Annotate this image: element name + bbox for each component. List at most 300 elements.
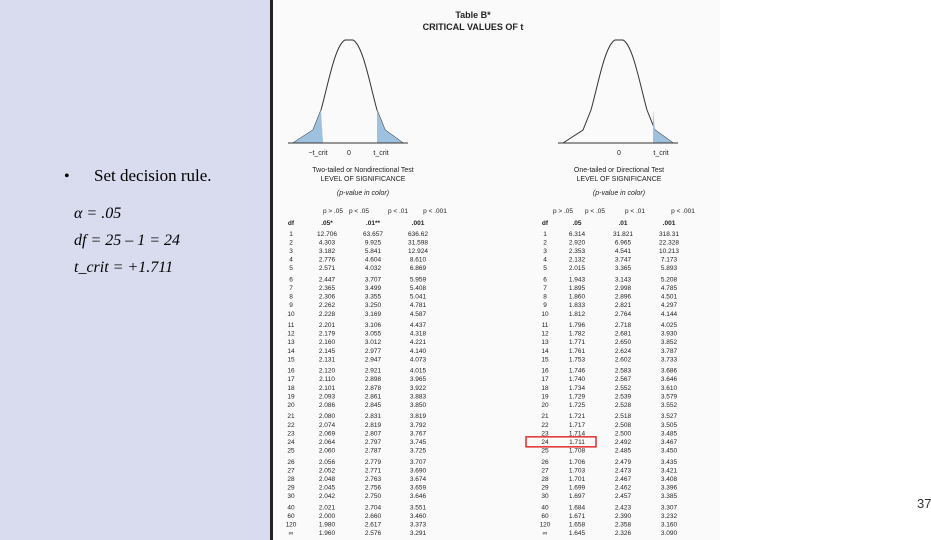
right-p-header: p < .001	[671, 208, 695, 215]
left-t-cell: 5.959	[409, 276, 427, 284]
alpha-headers	[288, 220, 676, 227]
right-t-cell: 1.684	[568, 504, 586, 512]
right-t-cell: 1.812	[568, 310, 586, 318]
left-t-cell: 2.110	[319, 376, 335, 384]
left-df-cell: 120	[285, 521, 297, 529]
left-df-cell: 27	[287, 467, 295, 475]
right-df-cell: 40	[541, 504, 549, 512]
right-t-cell: 1.671	[568, 512, 586, 520]
right-t-cell: 4.025	[660, 322, 678, 330]
left-df-cell: 3	[289, 248, 293, 256]
left-alpha-header: .01**	[365, 220, 381, 227]
left-t-cell: 2.977	[364, 347, 382, 355]
right-t-cell: 3.307	[660, 504, 678, 512]
left-t-cell: 5.408	[409, 285, 427, 293]
left-t-cell: 3.850	[409, 401, 427, 409]
left-df-cell: 22	[287, 421, 295, 429]
left-t-cell: 2.921	[364, 367, 382, 375]
left-t-cell: 2.160	[318, 339, 336, 347]
right-t-cell: 4.541	[614, 248, 632, 256]
right-t-cell: 2.500	[614, 430, 632, 438]
left-t-cell: 4.587	[409, 310, 427, 318]
right-df-cell: 4	[543, 256, 547, 264]
right-t-cell: 3.450	[660, 447, 678, 455]
right-t-cell: 5.208	[660, 276, 678, 284]
right-df-cell: 29	[541, 484, 549, 492]
right-t-cell: 2.508	[614, 421, 632, 429]
left-t-cell: 2.660	[364, 512, 382, 520]
left-t-cell: 4.032	[364, 265, 382, 273]
right-t-cell: 4.144	[660, 310, 678, 318]
alpha-equation: α = .05	[74, 205, 122, 222]
left-df-cell: 24	[287, 438, 295, 446]
left-df-cell: 28	[287, 475, 295, 483]
right-t-cell: 2.650	[614, 339, 632, 347]
right-t-cell: 3.467	[660, 438, 678, 446]
left-df-cell: 26	[287, 458, 295, 466]
right-df-cell: ∞	[542, 529, 548, 537]
left-t-cell: 2.617	[364, 521, 382, 529]
right-t-cell: 1.782	[568, 330, 586, 338]
right-t-cell: 4.501	[660, 293, 678, 301]
left-t-cell: 1.980	[318, 521, 336, 529]
right-t-cell: 7.173	[660, 256, 678, 264]
left-df-cell: 30	[287, 492, 295, 500]
left-t-cell: 2.365	[318, 285, 336, 293]
left-t-cell: 2.819	[364, 421, 382, 429]
left-t-cell: 636.62	[408, 231, 428, 238]
right-t-cell: 1.714	[568, 430, 586, 438]
right-t-cell: 1.771	[568, 339, 586, 347]
left-t-cell: 4.073	[409, 356, 427, 364]
right-t-cell: 1.943	[568, 276, 586, 284]
left-df-cell: 21	[287, 413, 295, 421]
right-t-cell: 3.408	[660, 475, 678, 483]
right-t-cell: 2.718	[614, 322, 632, 330]
left-t-cell: 3.169	[364, 310, 382, 318]
decision-rule-text: Set decision rule.	[94, 166, 212, 185]
df24-highlight-box	[526, 437, 596, 447]
left-caption-line1: Two-tailed or Nondirectional Test	[312, 167, 414, 174]
right-t-cell: 1.701	[568, 475, 586, 483]
left-p-header: p < .001	[423, 208, 447, 215]
left-t-cell: 2.131	[318, 356, 336, 364]
left-df-cell: 20	[287, 401, 295, 409]
left-t-cell: 2.776	[318, 256, 336, 264]
left-t-cell: 31.598	[408, 239, 428, 247]
right-df-cell: 17	[541, 376, 549, 384]
left-t-cell: 9.925	[364, 239, 382, 247]
left-t-cell: 3.055	[364, 330, 382, 338]
left-df-cell: ∞	[288, 529, 294, 537]
right-t-cell: 1.721	[568, 413, 586, 421]
left-t-cell: 3.646	[409, 492, 427, 500]
right-caption-line1: One-tailed or Directional Test	[573, 167, 665, 174]
left-t-cell: 3.460	[409, 512, 427, 520]
right-df-cell: 30	[541, 492, 549, 500]
right-t-cell: 3.143	[614, 276, 632, 284]
left-t-cell: 6.869	[409, 265, 427, 273]
left-t-cell: 3.355	[364, 293, 382, 301]
left-t-cell: 2.771	[364, 467, 382, 475]
left-alpha-header: df	[287, 220, 295, 227]
left-t-cell: 2.201	[318, 322, 336, 330]
left-t-cell: 3.792	[409, 421, 427, 429]
right-t-cell: 2.358	[614, 521, 632, 529]
right-df-cell: 24	[541, 438, 549, 446]
right-t-cell: 2.583	[614, 367, 632, 375]
left-df-cell: 25	[287, 447, 295, 455]
right-t-cell: 6.314	[568, 231, 586, 238]
left-t-cell: 2.861	[364, 393, 382, 401]
right-df-cell: 1	[543, 231, 547, 238]
right-df-cell: 8	[543, 293, 547, 301]
right-t-cell: 1.645	[568, 529, 586, 537]
left-t-cell: 2.898	[364, 376, 382, 384]
left-t-cell: 2.069	[318, 430, 336, 438]
left-t-cell: 2.120	[318, 367, 336, 375]
right-t-cell: 2.326	[614, 529, 632, 537]
left-t-cell: 2.021	[318, 504, 336, 512]
right-curve-label-zero: 0	[617, 150, 621, 157]
left-df-cell: 6	[289, 276, 293, 284]
right-t-cell: 4.785	[660, 285, 678, 293]
right-t-cell: 2.539	[614, 393, 632, 401]
right-t-cell: 2.552	[614, 384, 632, 392]
left-t-cell: 2.787	[364, 447, 382, 455]
right-t-cell: 1.729	[568, 393, 586, 401]
left-curve-label-neg-tcrit: −t_crit	[308, 150, 328, 157]
left-t-cell: 2.228	[318, 310, 336, 318]
right-t-cell: 2.567	[614, 376, 632, 384]
right-t-cell: 3.485	[660, 430, 678, 438]
left-t-cell: 3.674	[409, 475, 427, 483]
right-df-cell: 20	[541, 401, 549, 409]
left-t-cell: 3.182	[318, 248, 336, 256]
right-df-cell: 27	[541, 467, 549, 475]
right-t-cell: 3.579	[660, 393, 678, 401]
right-t-cell: 2.390	[614, 512, 632, 520]
right-t-cell: 2.462	[614, 484, 632, 492]
left-df-cell: 14	[287, 347, 295, 355]
left-t-cell: 4.781	[409, 302, 427, 310]
two-tailed-rows	[286, 231, 429, 537]
left-t-cell: 4.140	[409, 347, 427, 355]
left-t-cell: 2.086	[318, 401, 336, 409]
t-table-graphic	[273, 0, 720, 540]
right-t-cell: 31.821	[613, 231, 633, 238]
right-t-cell: 1.699	[568, 484, 586, 492]
left-t-cell: 3.922	[409, 384, 427, 392]
right-t-cell: 2.998	[614, 285, 632, 293]
right-df-cell: 28	[541, 475, 549, 483]
right-df-cell: 26	[541, 458, 549, 466]
right-t-cell: 2.485	[614, 447, 632, 455]
left-t-cell: 2.763	[364, 475, 382, 483]
right-t-cell: 3.747	[614, 256, 632, 264]
one-tailed-rows	[540, 231, 680, 537]
left-curve-label-zero: 0	[347, 150, 351, 157]
right-t-cell: 3.232	[660, 512, 678, 520]
left-t-cell: 2.056	[318, 458, 336, 466]
left-t-cell: 2.797	[364, 438, 382, 446]
left-t-cell: 5.041	[409, 293, 427, 301]
left-t-cell: 2.779	[364, 458, 382, 466]
right-alpha-header: .05	[572, 220, 582, 227]
left-t-cell: 2.145	[318, 347, 336, 355]
right-p-header: p > .05	[552, 208, 574, 215]
left-curve-label-tcrit: t_crit	[373, 150, 389, 157]
right-t-cell: 3.365	[614, 265, 632, 273]
table-header-line2: CRITICAL VALUES OF t	[422, 22, 524, 32]
left-t-cell: 3.106	[364, 322, 382, 330]
right-df-cell: 2	[543, 239, 547, 247]
right-t-cell: 1.860	[568, 293, 586, 301]
right-df-cell: 16	[541, 367, 549, 375]
right-t-cell: 3.852	[660, 339, 678, 347]
right-t-cell: 3.646	[660, 376, 678, 384]
left-df-cell: 19	[287, 393, 295, 401]
left-df-cell: 11	[287, 322, 295, 330]
right-df-cell: 21	[541, 413, 549, 421]
left-t-cell: 1.960	[318, 529, 336, 537]
left-df-cell: 1	[289, 231, 293, 238]
right-t-cell: 1.658	[568, 521, 586, 529]
right-t-cell: 3.527	[660, 413, 678, 421]
right-t-cell: 1.796	[568, 322, 586, 330]
right-t-cell: 1.703	[568, 467, 586, 475]
left-t-cell: 2.306	[318, 293, 336, 301]
right-t-cell: 1.740	[568, 376, 586, 384]
df-equation: df = 25 – 1 = 24	[74, 232, 181, 249]
left-t-cell: 3.499	[364, 285, 382, 293]
left-df-cell: 16	[287, 367, 295, 375]
right-alpha-header: .01	[618, 220, 628, 227]
right-t-cell: 2.457	[614, 492, 632, 500]
right-t-cell: 3.787	[660, 347, 678, 355]
right-t-cell: 2.624	[614, 347, 632, 355]
left-df-cell: 29	[287, 484, 295, 492]
right-df-cell: 7	[543, 285, 547, 293]
left-p-header: p > .05	[322, 208, 344, 215]
right-t-cell: 2.681	[614, 330, 632, 338]
left-t-cell: 3.012	[364, 339, 382, 347]
slide-number: 37	[917, 496, 931, 511]
left-t-cell: 63.657	[363, 231, 383, 238]
right-t-cell: 2.492	[614, 438, 632, 446]
right-t-cell: 2.528	[614, 401, 632, 409]
right-p-header: p < .01	[624, 208, 646, 215]
right-t-cell: 3.385	[660, 492, 678, 500]
right-t-cell: 2.015	[568, 265, 586, 273]
right-t-cell: 1.833	[568, 302, 586, 310]
left-df-cell: 9	[289, 302, 293, 310]
right-t-cell: 2.423	[614, 504, 632, 512]
left-df-cell: 4	[289, 256, 293, 264]
right-caption-line3: (p-value in color)	[592, 190, 646, 197]
left-t-cell: 4.303	[318, 239, 336, 247]
left-t-cell: 2.074	[318, 421, 336, 429]
left-t-cell: 2.576	[364, 529, 382, 537]
one-tailed-curve	[558, 40, 678, 143]
tcrit-equation: t_crit = +1.711	[74, 259, 174, 276]
right-df-cell: 19	[541, 393, 549, 401]
right-df-cell: 3	[543, 248, 547, 256]
right-t-cell: 1.717	[568, 421, 586, 429]
right-t-cell: 3.435	[660, 458, 678, 466]
right-df-cell: 9	[543, 302, 547, 310]
left-alpha-header: .05*	[321, 220, 333, 227]
right-df-cell: 25	[541, 447, 549, 455]
right-df-cell: 22	[541, 421, 549, 429]
left-df-cell: 40	[287, 504, 295, 512]
right-df-cell: 120	[539, 521, 551, 529]
left-caption-line3: (p-value in color)	[336, 190, 390, 197]
left-t-cell: 2.947	[364, 356, 382, 364]
right-t-cell: 2.132	[568, 256, 586, 264]
right-t-cell: 3.686	[660, 367, 678, 375]
left-df-cell: 13	[287, 339, 295, 347]
left-df-cell: 2	[289, 239, 293, 247]
left-t-cell: 3.767	[409, 430, 427, 438]
right-t-cell: 2.602	[614, 356, 632, 364]
right-df-cell: 10	[541, 310, 549, 318]
right-t-cell: 1.706	[568, 458, 586, 466]
left-t-cell: 4.221	[409, 339, 427, 347]
left-t-cell: 3.659	[409, 484, 427, 492]
right-t-cell: 6.965	[614, 239, 632, 247]
table-header-line1: Table B*	[455, 10, 491, 20]
left-panel	[0, 0, 270, 540]
left-t-cell: 2.704	[364, 504, 382, 512]
left-df-cell: 7	[289, 285, 293, 293]
left-df-cell: 17	[287, 376, 295, 384]
left-t-cell: 4.015	[409, 367, 427, 375]
left-t-cell: 3.373	[409, 521, 427, 529]
right-t-cell: 3.160	[660, 521, 678, 529]
right-t-cell: 1.697	[568, 492, 586, 500]
right-df-cell: 5	[543, 265, 547, 273]
left-t-cell: 2.093	[318, 393, 336, 401]
left-p-header: p < .05	[348, 208, 370, 215]
left-t-cell: 3.965	[409, 376, 427, 384]
left-t-cell: 4.604	[364, 256, 382, 264]
right-p-header: p < .05	[584, 208, 606, 215]
left-t-cell: 2.571	[318, 265, 336, 273]
left-t-cell: 2.831	[364, 413, 382, 421]
left-t-cell: 3.250	[364, 302, 382, 310]
left-t-cell: 2.845	[364, 401, 382, 409]
left-t-cell: 2.878	[364, 384, 382, 392]
right-t-cell: 2.821	[614, 302, 632, 310]
left-t-cell: 3.819	[409, 413, 427, 421]
right-t-cell: 318.31	[659, 231, 679, 238]
right-t-cell: 2.920	[568, 239, 586, 247]
right-alpha-header: df	[541, 220, 549, 227]
right-t-cell: 1.746	[568, 367, 586, 375]
right-t-cell: 10.213	[659, 248, 679, 256]
left-p-header: p < .01	[387, 208, 409, 215]
left-t-cell: 2.807	[364, 430, 382, 438]
left-t-cell: 2.064	[318, 438, 336, 446]
left-t-cell: 2.080	[318, 413, 336, 421]
left-df-cell: 15	[287, 356, 295, 364]
right-t-cell: 1.725	[568, 401, 586, 409]
right-df-cell: 12	[541, 330, 549, 338]
right-t-cell: 2.353	[568, 248, 586, 256]
left-df-cell: 18	[287, 384, 295, 392]
right-df-cell: 6	[543, 276, 547, 284]
left-df-cell: 23	[287, 430, 295, 438]
left-t-cell: 2.045	[318, 484, 336, 492]
right-t-cell: 2.479	[614, 458, 632, 466]
left-t-cell: 3.707	[364, 276, 382, 284]
left-t-cell: 12.706	[317, 231, 337, 238]
right-t-cell: 3.505	[660, 421, 678, 429]
left-t-cell: 3.883	[409, 393, 427, 401]
t-table-image	[270, 0, 931, 540]
right-t-cell: 2.473	[614, 467, 632, 475]
left-t-cell: 2.179	[318, 330, 336, 338]
left-df-cell: 60	[287, 512, 295, 520]
right-t-cell: 1.708	[568, 447, 586, 455]
left-t-cell: 12.924	[408, 248, 428, 256]
two-tailed-curve	[288, 40, 408, 143]
left-df-cell: 5	[289, 265, 293, 273]
left-t-cell: 2.052	[318, 467, 336, 475]
left-t-cell: 2.048	[318, 475, 336, 483]
right-caption-line2: LEVEL OF SIGNIFICANCE	[576, 176, 662, 183]
right-t-cell: 3.733	[660, 356, 678, 364]
right-df-cell: 23	[541, 430, 549, 438]
left-caption-line2: LEVEL OF SIGNIFICANCE	[320, 176, 406, 183]
right-df-cell: 18	[541, 384, 549, 392]
right-t-cell: 1.753	[568, 356, 586, 364]
left-t-cell: 3.745	[409, 438, 427, 446]
left-t-cell: 3.690	[409, 467, 427, 475]
left-t-cell: 3.725	[409, 447, 427, 455]
right-t-cell: 3.396	[660, 484, 678, 492]
right-t-cell: 22.328	[659, 239, 679, 247]
left-t-cell: 8.610	[409, 256, 427, 264]
right-df-cell: 15	[541, 356, 549, 364]
bullet: •	[64, 168, 70, 185]
right-t-cell: 1.734	[568, 384, 586, 392]
left-t-cell: 2.262	[318, 302, 336, 310]
right-t-cell: 3.610	[660, 384, 678, 392]
left-t-cell: 2.750	[364, 492, 382, 500]
right-df-cell: 11	[541, 322, 549, 330]
right-t-cell: 3.930	[660, 330, 678, 338]
right-t-cell: 2.896	[614, 293, 632, 301]
left-t-cell: 5.841	[364, 248, 382, 256]
right-df-cell: 14	[541, 347, 549, 355]
right-t-cell: 2.467	[614, 475, 632, 483]
left-df-cell: 8	[289, 293, 293, 301]
right-t-cell: 1.711	[569, 438, 585, 446]
right-df-cell: 13	[541, 339, 549, 347]
left-t-cell: 2.101	[318, 384, 336, 392]
p-value-headers	[323, 208, 695, 215]
left-t-cell: 2.447	[318, 276, 336, 284]
right-t-cell: 2.764	[614, 310, 632, 318]
left-t-cell: 3.291	[409, 529, 427, 537]
right-curve-label-tcrit: t_crit	[653, 150, 669, 157]
right-alpha-header: .001	[662, 220, 676, 227]
right-df-cell: 60	[541, 512, 549, 520]
left-t-cell: 4.437	[409, 322, 427, 330]
right-t-cell: 3.552	[660, 401, 678, 409]
